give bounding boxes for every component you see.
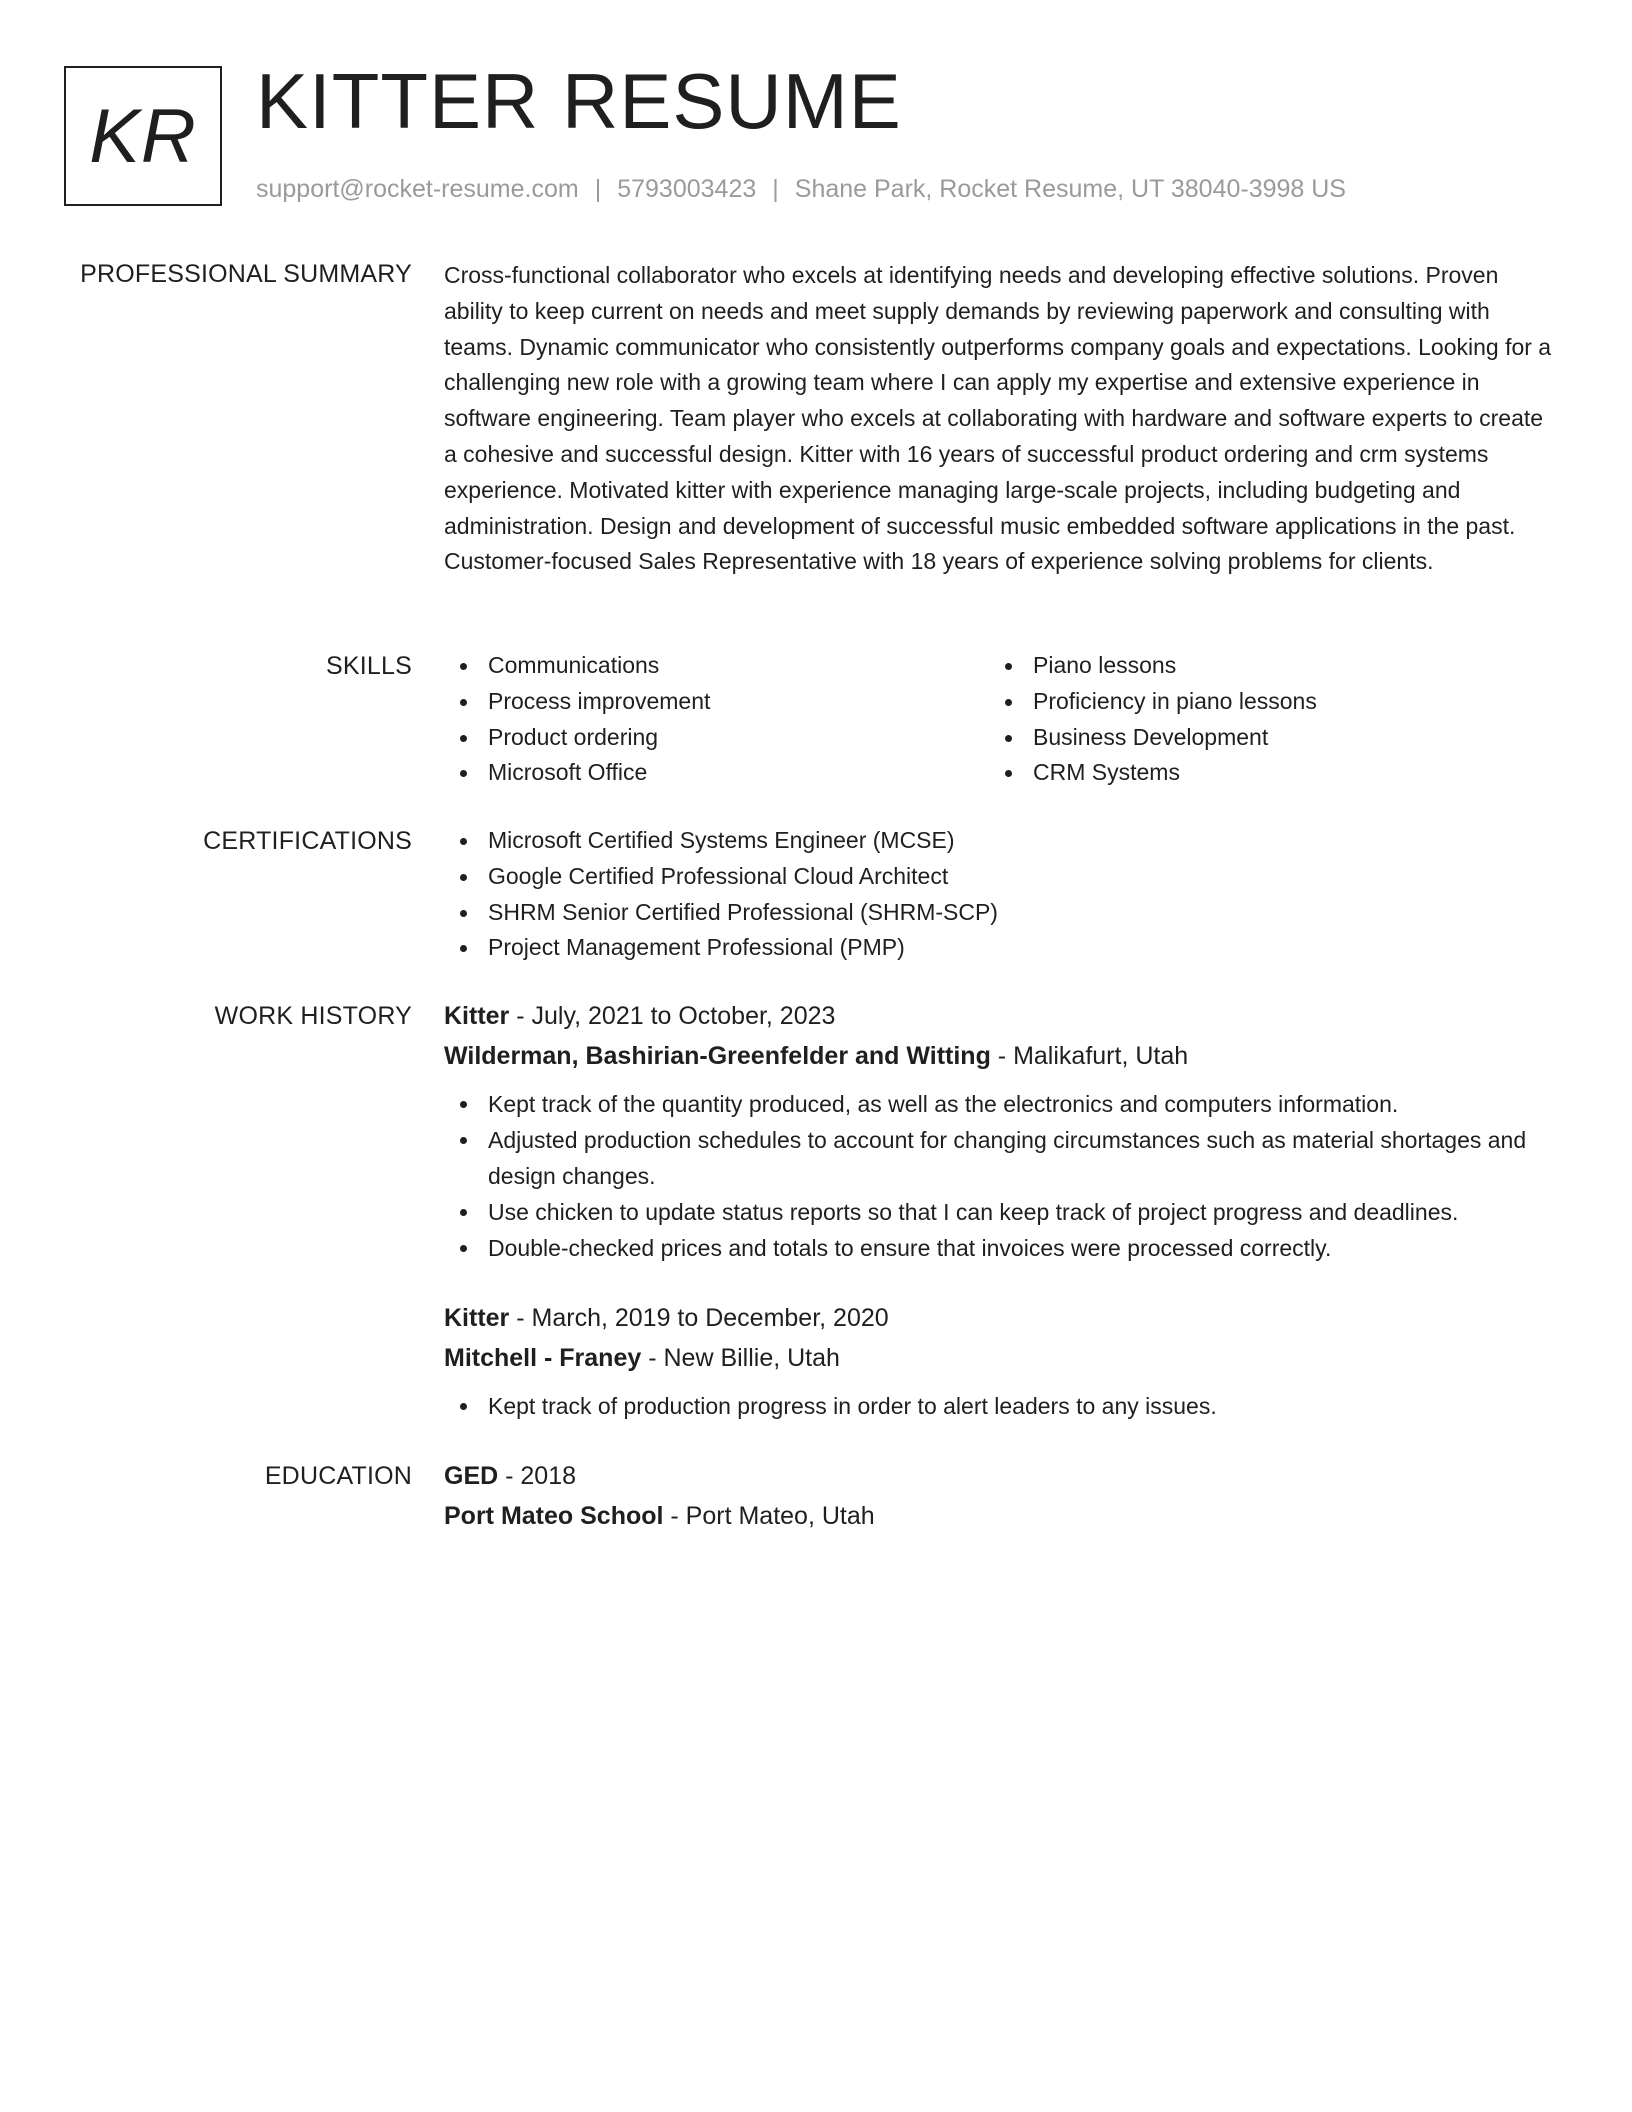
summary-text: Cross-functional collaborator who excels at identifying needs and developing effective solutions. Proven ability to keep current on needs and meet supply demands by reviewing paperwork and consulting with teams. Dynamic communicator who consistently outperforms company goals and expectations. Looking for a challenging new role with a growing team where I can apply my expertise and extensive experience in software engineering. Team player who excels at collaborating with hardware and software experts to create a cohesive and successful design. Kitter with 16 years of successful product ordering and crm systems experience. Motivated kitter with experience managing large-scale projects, including budgeting and administration. Design and development of successful music embedded software applications in the past. Customer-focused Sales Representative with 18 years of experience solving problems for clients.: [444, 262, 1552, 575]
job-bullet: Kept track of production progress in order to alert leaders to any issues.: [444, 1388, 1554, 1424]
job-entry: [444, 996, 1554, 1266]
job-bullet: Use chicken to update status reports so that I can keep track of project progress and deadlines.: [444, 1194, 1554, 1230]
education-degree-line: [444, 1456, 1554, 1496]
education-school: Port Mateo School: [444, 1502, 664, 1530]
candidate-name: KITTER RESUME: [256, 57, 902, 145]
skill-item: Piano lessons: [989, 648, 1534, 684]
skill-item: Process improvement: [444, 684, 989, 720]
skills-list-left: [444, 648, 989, 791]
skill-item: Proficiency in piano lessons: [989, 684, 1534, 720]
contact-address: Shane Park, Rocket Resume, UT 38040-3998 US: [794, 175, 1346, 203]
job-bullet: Double-checked prices and totals to ensure that invoices were processed correctly.: [444, 1230, 1554, 1266]
skill-item: Business Development: [989, 720, 1534, 756]
job-company-line: [444, 1036, 1554, 1076]
section-label-summary: PROFESSIONAL SUMMARY: [80, 260, 412, 288]
job-entry: [444, 1298, 1554, 1424]
education-degree: GED: [444, 1462, 499, 1490]
job-bullet: Kept track of the quantity produced, as well as the electronics and computers information.: [444, 1086, 1554, 1122]
skills-grid: [444, 648, 1554, 791]
certification-item: Project Management Professional (PMP): [444, 930, 1554, 966]
job-location: - Malikafurt, Utah: [990, 1042, 1189, 1070]
section-label-certifications: CERTIFICATIONS: [203, 827, 412, 855]
contact-email: support@rocket-resume.com: [256, 175, 579, 203]
job-company: Wilderman, Bashirian-Greenfelder and Witting: [444, 1042, 991, 1070]
job-bullets: [444, 1388, 1554, 1424]
education-location: - Port Mateo, Utah: [663, 1502, 875, 1530]
job-dates: - March, 2019 to December, 2020: [509, 1304, 889, 1332]
job-bullets: [444, 1086, 1554, 1266]
job-company: Mitchell - Franey: [444, 1344, 642, 1372]
certification-item: Google Certified Professional Cloud Architect: [444, 859, 1554, 895]
job-title: Kitter: [444, 1304, 510, 1332]
contact-separator: |: [772, 175, 779, 203]
skill-item: Communications: [444, 648, 989, 684]
job-bullet: Adjusted production schedules to account for changing circumstances such as material shortages and design changes.: [444, 1122, 1554, 1194]
section-label-skills: SKILLS: [326, 652, 412, 680]
certifications-body: [444, 823, 1554, 966]
summary-body: [444, 258, 1554, 580]
job-title-line: [444, 1298, 1554, 1338]
certifications-list: [444, 823, 1554, 966]
skills-body: [444, 648, 1554, 791]
contact-separator: |: [594, 175, 602, 203]
certification-item: Microsoft Certified Systems Engineer (MCSE): [444, 823, 1554, 859]
job-dates: - July, 2021 to October, 2023: [509, 1002, 836, 1030]
education-year: - 2018: [498, 1462, 577, 1490]
contact-line: [256, 172, 1346, 206]
monogram-logo: KR: [64, 66, 222, 206]
section-label-education: EDUCATION: [264, 1462, 412, 1490]
skill-item: CRM Systems: [989, 755, 1534, 791]
skills-list-right: [989, 648, 1534, 791]
job-company-line: [444, 1338, 1554, 1378]
education-school-line: [444, 1496, 1554, 1536]
skill-item: Microsoft Office: [444, 755, 989, 791]
education-body: [444, 1456, 1554, 1536]
contact-phone: 5793003423: [617, 175, 757, 203]
work-body: [444, 996, 1554, 1424]
certification-item: SHRM Senior Certified Professional (SHRM-SCP): [444, 895, 1554, 931]
job-title: Kitter: [444, 1002, 510, 1030]
skill-item: Product ordering: [444, 720, 989, 756]
section-label-work: WORK HISTORY: [214, 1002, 412, 1030]
job-title-line: [444, 996, 1554, 1036]
job-location: - New Billie, Utah: [641, 1344, 840, 1372]
